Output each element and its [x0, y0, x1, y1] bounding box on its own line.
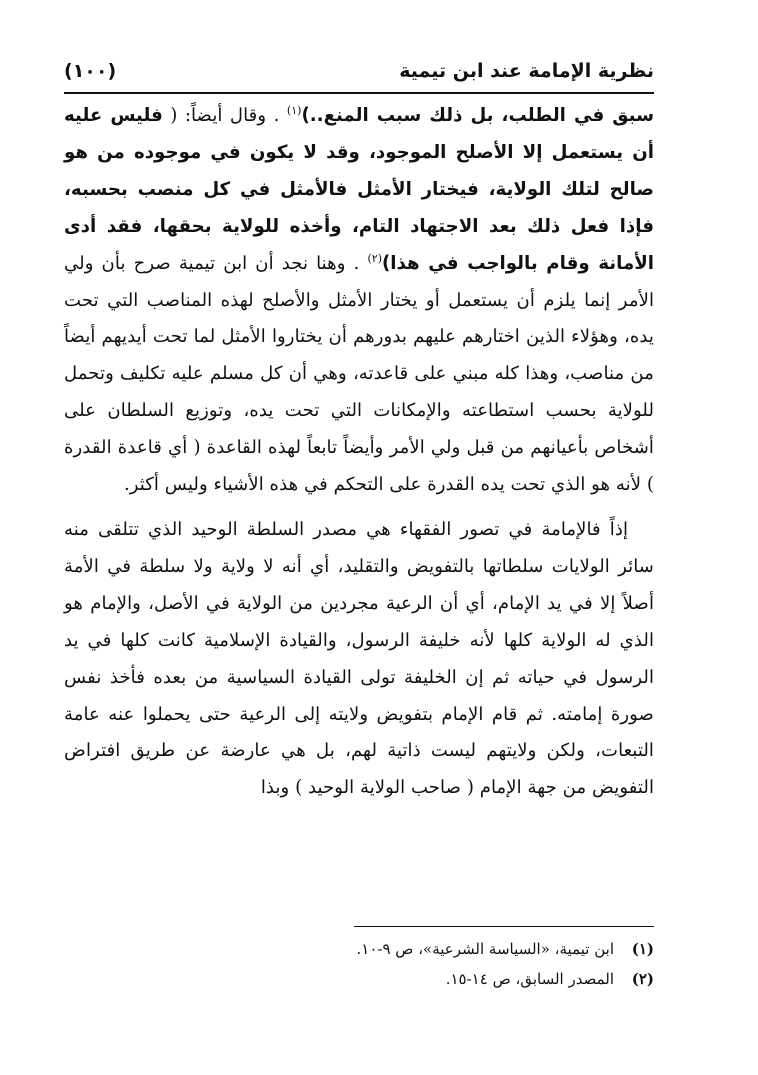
text-fragment-2: . وهنا نجد أن ابن تيمية صرح بأن ولي الأمر إنما يلزم أن يستعمل أو يختار الأمثل والأصلح لهذه المناصب التي تحت يده، وهؤلاء الذين اختارهم عليهم بدورهم أن يختاروا الأمثل لما تحت أيديهم أيضاً من مناصب، وهذا كله مبني على قاعدته، وهي أن كل مسلم عليه تكليف وتحمل للولاية بحسب استطاعته والإمكانات التي تحت يده، وتوزيع السلطان على أشخاص بأعيانهم من قبل ولي الأمر وأيضاً تابعاً لهذه القاعدة ( أي قاعدة القدرة ) لأنه هو الذي تحت يده القدرة على التحكم في هذه الأشياء وليس أكثر. [64, 252, 654, 496]
page-number: (١٠٠) [64, 60, 117, 82]
text-fragment-1: . وقال أيضاً: ( [162, 105, 287, 126]
footnote-number: (٢) [631, 970, 654, 988]
header-divider [64, 92, 654, 94]
main-text [64, 98, 654, 807]
running-header [64, 58, 654, 92]
quote-fragment-2: فليس عليه أن يستعمل إلا الأصلح الموجود، وقد لا يكون في موجوده من هو صالح لتلك الولاية، فيختار الأمثل فالأمثل في كل منصب بحسبه، فإذا فعل ذلك بعد الاجتهاد التام، وأخذه للولاية بحقها، فقد أدى الأمانة وقام بالواجب في هذا) [64, 105, 655, 274]
quote-fragment-1: سبق في الطلب، بل ذلك سبب المنع..) [301, 105, 654, 126]
footnotes [64, 934, 654, 994]
paragraph-2: إذاً فالإمامة في تصور الفقهاء هي مصدر السلطة الوحيد الذي تتلقى منه سائر الولايات سلطاتها بالتفويض والتقليد، أي أنه لا ولاية ولا سلطة في الأمة أصلاً إلا في يد الإمام، أي أن الرعية مجردين من الولاية في الأصل، والإمام هو الذي له الولاية كلها لأنه خليفة الرسول، والقيادة الإسلامية كانت كلها في يد الرسول في حياته ثم إن الخليفة تولى القيادة السياسية من بعده فأخذ نفس صورة إمامته. ثم قام الإمام بتفويض ولايته إلى الرعية حتى يحملوا عنه عامة التبعات، ولكن ولايتهم ليست ذاتية لهم، بل هي عارضة عن طريق افتراض التفويض من جهة الإمام ( صاحب الولاية الوحيد ) وبذا [64, 518, 654, 799]
footnote-1 [64, 934, 654, 964]
footnote-number: (١) [631, 940, 654, 958]
footnote-divider [354, 926, 654, 927]
paragraph-1 [64, 98, 654, 504]
footnote-text: المصدر السابق، ص ١٤-١٥. [445, 970, 614, 988]
footnote-ref-1: (١) [286, 103, 302, 117]
footnote-2 [64, 964, 654, 994]
footnote-text: ابن تيمية، «السياسة الشرعية»، ص ٩-١٠. [356, 940, 614, 958]
footnote-ref-2: (٢) [367, 251, 382, 265]
header-title: نظرية الإمامة عند ابن تيمية [399, 60, 654, 82]
